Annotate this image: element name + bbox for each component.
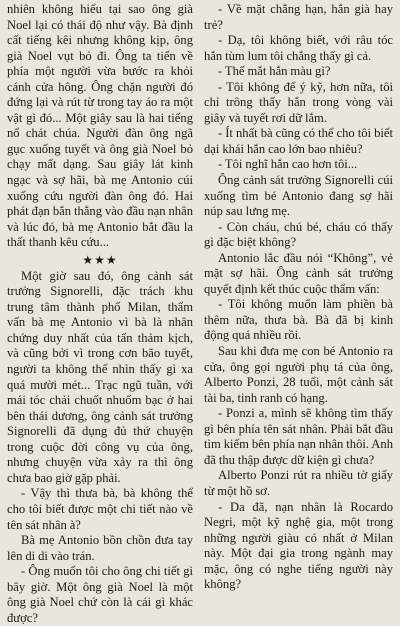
- paragraph: - Tôi nghĩ hắn cao hơn tôi...: [218, 157, 358, 172]
- paragraph: Sau khi đưa mẹ con bé Antonio ra cửa, ông gọi người phụ tá của ông, Alberto Ponzi, 28 tuổi, một cảnh sát tài ba, tinh ranh có hạng.: [204, 344, 393, 405]
- paragraph: - Ít nhất bà cũng có thể cho tôi biết dại khái hắn cao lớn bao nhiêu?: [204, 126, 393, 156]
- paragraph: Một giờ sau đó, ông cảnh sát trưởng Signorelli, đặc trách khu trung tâm thành phố Milan, thẩm vấn bà mẹ Antonio vì bà là nhân chứng duy nhất của tấn thảm kịch, và cũng bởi vì trong cơn bão tuyết, người ta không thể nhìn thấy gì xa quá mười mét... Trạc ngũ tuần, với mái tóc chải chuốt nhuốm bạc ở hai bên thái dương, ông cảnh sát trưởng Signorelli đã dụng đủ thứ chuyện trong cuộc đời công vụ của ông, nhưng chuyện vừa xảy ra thì ông chưa bao giờ gặp phải.: [7, 268, 193, 485]
- paragraph: Bà mẹ Antonio bồn chồn đưa tay lên di di vào trán.: [7, 533, 193, 563]
- paragraph: Antonio lắc đầu nói “Không”, vẻ mặt sợ hãi. Ông cảnh sát trưởng quyết định kết thúc cuộc thẩm vấn:: [204, 250, 393, 296]
- left-column: [7, 2, 197, 625]
- paragraph: - Tôi không muốn làm phiền bà thêm nữa, thưa bà. Bà đã bị kinh động quá nhiều rồi.: [204, 297, 393, 343]
- paragraph: - Ponzi a, mình sẽ không tìm thấy gì bên phía tên sát nhân. Phải bắt đầu tìm kiếm bên phía nạn nhân thôi. Anh đã thu thập được dữ kiện gì chưa?: [204, 406, 393, 467]
- paragraph: nhiên không hiểu tại sao ông già Noel lại có thái độ như vậy. Bà định cất tiếng kêi nhưng không kịp, ông già Noel vụt bỏ đi. Ông ta tiến về phía một người vừa bước ra khỏi cánh cửa hông. Ông chặn người đó đứng lại và rút từ trong tay áo ra một vật gì đó... Một giây sau là hai tiếng nổ chát chúa. Người đàn ông ngã gục xuống tuyết và ông già Noel bỏ chạy mất dạng. Sau giây lát kinh ngạc và sợ hãi, bà mẹ Antonio cúi xuống cứu người đàn ông đó. Hai phát đạn bắn thẳng vào đầu nạn nhân và lúc đó, bà mẹ Antonio bắt đầu la thất thanh kêu cứu...: [7, 2, 193, 250]
- paragraph: Ông cảnh sát trưởng Signorelli cúi xuống tìm bé Antonio đang sợ hãi núp sau lưng mẹ.: [204, 173, 393, 219]
- paragraph: - Vậy thì thưa bà, bà không thể cho tôi biết được một chi tiết nào về tên sát nhân à?: [7, 486, 193, 532]
- paragraph: Alberto Ponzi rút ra nhiều tờ giấy từ một hồ sơ.: [204, 468, 393, 498]
- paragraph: - Da đã, nạn nhân là Rocardo Negri, một kỹ nghệ gia, một trong những người giàu có nhất ở Milan này. Một đại gia trong ngành may mặc, ông có nghe tiếng người này không?: [204, 499, 393, 592]
- paragraph: - Tôi không để ý kỹ, hơn nữa, tôi chỉ trông thấy hắn trong vòng vài giây và tuyết rơi dữ lắm.: [204, 79, 393, 125]
- paragraph: - Còn cháu, chú bé, cháu có thấy gì đặc biệt không?: [204, 219, 393, 250]
- right-column: [197, 2, 393, 597]
- paragraph: - Dạ, tôi không biết, với râu tóc hắn tùm lum tôi chẳng thấy gì cả.: [204, 33, 393, 63]
- paragraph: - Thế mắt hắn màu gì?: [218, 64, 331, 79]
- section-separator-stars: ★★★: [82, 252, 118, 267]
- paragraph: - Ông muốn tôi cho ông chi tiết gì bây giờ. Một ông già Noel là một ông già Noel chứ còn là cái gì khác được?: [7, 564, 193, 625]
- paragraph: - Về mặt chẳng hạn, hắn già hay trẻ?: [204, 2, 393, 32]
